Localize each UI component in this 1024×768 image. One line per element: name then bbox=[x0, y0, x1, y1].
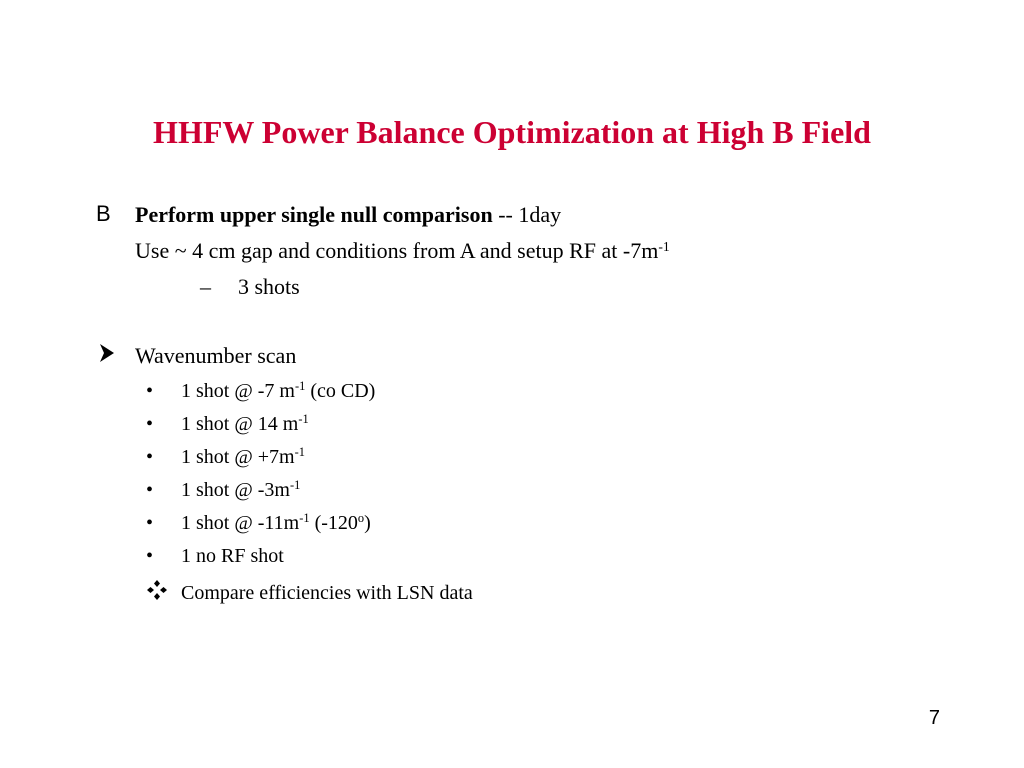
bullet-icon: • bbox=[146, 413, 154, 435]
list-item-text: 1 shot @ +7m bbox=[181, 446, 295, 468]
list-item bbox=[181, 377, 375, 405]
section-b-sub-marker: – bbox=[200, 274, 211, 299]
section-b-marker: B bbox=[96, 201, 111, 226]
bullet-icon: • bbox=[146, 512, 154, 534]
list-item bbox=[181, 476, 300, 504]
degree-sup: o bbox=[357, 511, 365, 526]
conclusion-text: Compare efficiencies with LSN data bbox=[181, 582, 473, 604]
section-b-sub-item: 3 shots bbox=[238, 274, 300, 299]
list-item-text: 1 shot @ -3m bbox=[181, 479, 290, 501]
page-number: 7 bbox=[928, 707, 940, 729]
section-b-heading bbox=[135, 201, 561, 229]
wavenumber-scan-label: Wavenumber scan bbox=[135, 343, 297, 368]
list-item-suffix-close: ) bbox=[364, 512, 371, 534]
list-item bbox=[181, 509, 371, 537]
list-item-sup: -1 bbox=[298, 412, 309, 427]
section-b-heading-rest: -- 1day bbox=[492, 202, 562, 227]
section-b-detail bbox=[135, 237, 670, 265]
list-item bbox=[181, 410, 309, 438]
arrow-bullet-icon bbox=[98, 342, 116, 374]
list-item-suffix: (co CD) bbox=[305, 380, 376, 402]
slide-title: HHFW Power Balance Optimization at High B Field bbox=[153, 114, 871, 150]
list-item bbox=[181, 443, 305, 471]
list-item-sup: -1 bbox=[294, 445, 305, 460]
four-diamond-bullet-icon bbox=[146, 579, 168, 611]
list-item-sup: -1 bbox=[289, 478, 301, 493]
bullet-icon: • bbox=[146, 446, 154, 468]
list-item-text: 1 shot @ -11m bbox=[181, 512, 300, 534]
list-item bbox=[181, 542, 284, 570]
bullet-icon: • bbox=[146, 545, 154, 567]
list-item-sup: -1 bbox=[294, 379, 306, 394]
list-item-sup: -1 bbox=[299, 511, 310, 526]
bullet-icon: • bbox=[146, 479, 154, 501]
section-b-heading-bold: Perform upper single null comparison bbox=[135, 202, 493, 227]
section-b-detail-sup: -1 bbox=[658, 238, 670, 254]
list-item-suffix: (-120 bbox=[309, 512, 358, 534]
list-item-text: 1 no RF shot bbox=[181, 545, 284, 567]
bullet-icon: • bbox=[146, 380, 154, 402]
list-item-text: 1 shot @ 14 m bbox=[181, 413, 299, 435]
list-item-text: 1 shot @ -7 m bbox=[181, 380, 295, 402]
section-b-detail-text: Use ~ 4 cm gap and conditions from A and setup RF at -7m bbox=[135, 238, 659, 263]
